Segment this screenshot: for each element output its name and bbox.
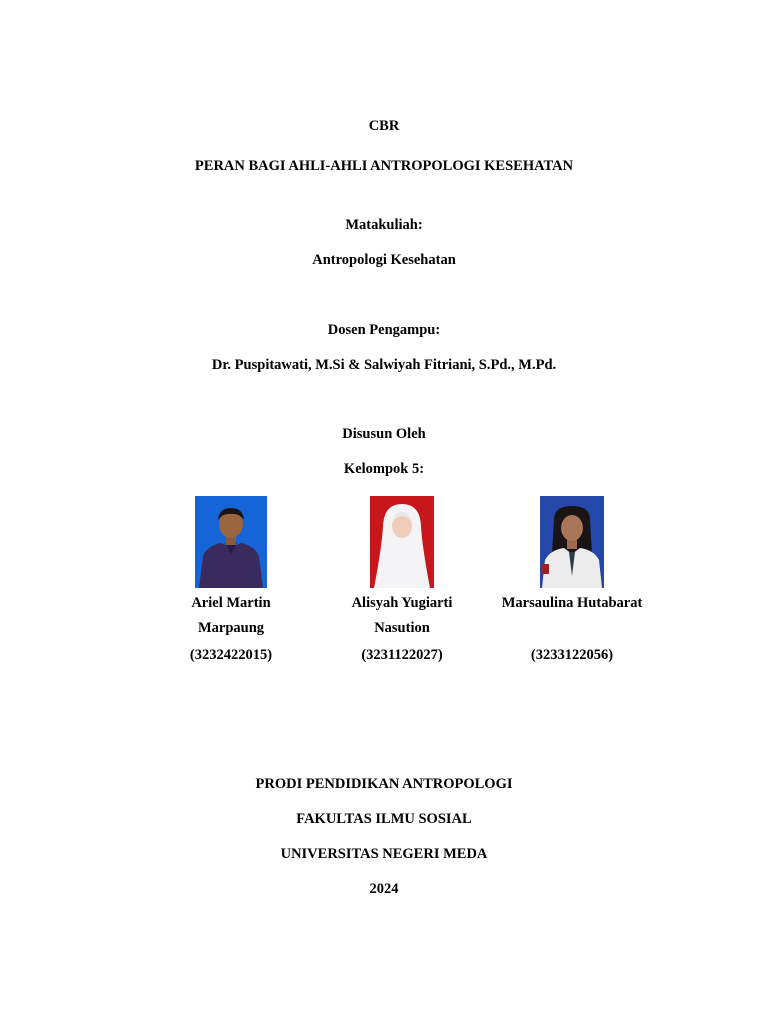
member-name-line1: Alisyah Yugiarti	[351, 595, 453, 611]
member-nim: (3232422015)	[189, 647, 273, 663]
member-photo-2	[370, 496, 434, 588]
member-name-line1: Marsaulina Hutabarat	[501, 595, 643, 611]
member-nim: (3233122056)	[530, 647, 614, 663]
document-type: CBR	[368, 118, 400, 134]
member-2	[322, 591, 482, 671]
year: 2024	[369, 881, 399, 897]
faculty-name: FAKULTAS ILMU SOSIAL	[296, 811, 472, 827]
university-name: UNIVERSITAS NEGERI MEDA	[280, 846, 488, 862]
course-name: Antropologi Kesehatan	[312, 252, 456, 268]
lecturer-label: Dosen Pengampu:	[327, 322, 441, 338]
member-name-line1: Ariel Martin	[191, 595, 271, 611]
member-1	[151, 591, 311, 671]
member-photo-3	[540, 496, 604, 588]
document-title: PERAN BAGI AHLI-AHLI ANTROPOLOGI KESEHATAN	[194, 158, 574, 174]
member-name-line2: Nasution	[374, 620, 430, 636]
lecturer-names: Dr. Puspitawati, M.Si & Salwiyah Fitriani, S.Pd., M.Pd.	[211, 357, 557, 373]
member-photo-1	[195, 496, 267, 588]
course-label: Matakuliah:	[345, 217, 423, 233]
member-nim: (3231122027)	[361, 647, 443, 663]
group-label: Kelompok 5:	[343, 461, 425, 477]
member-name-line2: Marpaung	[197, 620, 265, 636]
program-name: PRODI PENDIDIKAN ANTROPOLOGI	[255, 776, 513, 792]
compiled-by-label: Disusun Oleh	[342, 426, 426, 442]
member-3	[487, 591, 657, 671]
